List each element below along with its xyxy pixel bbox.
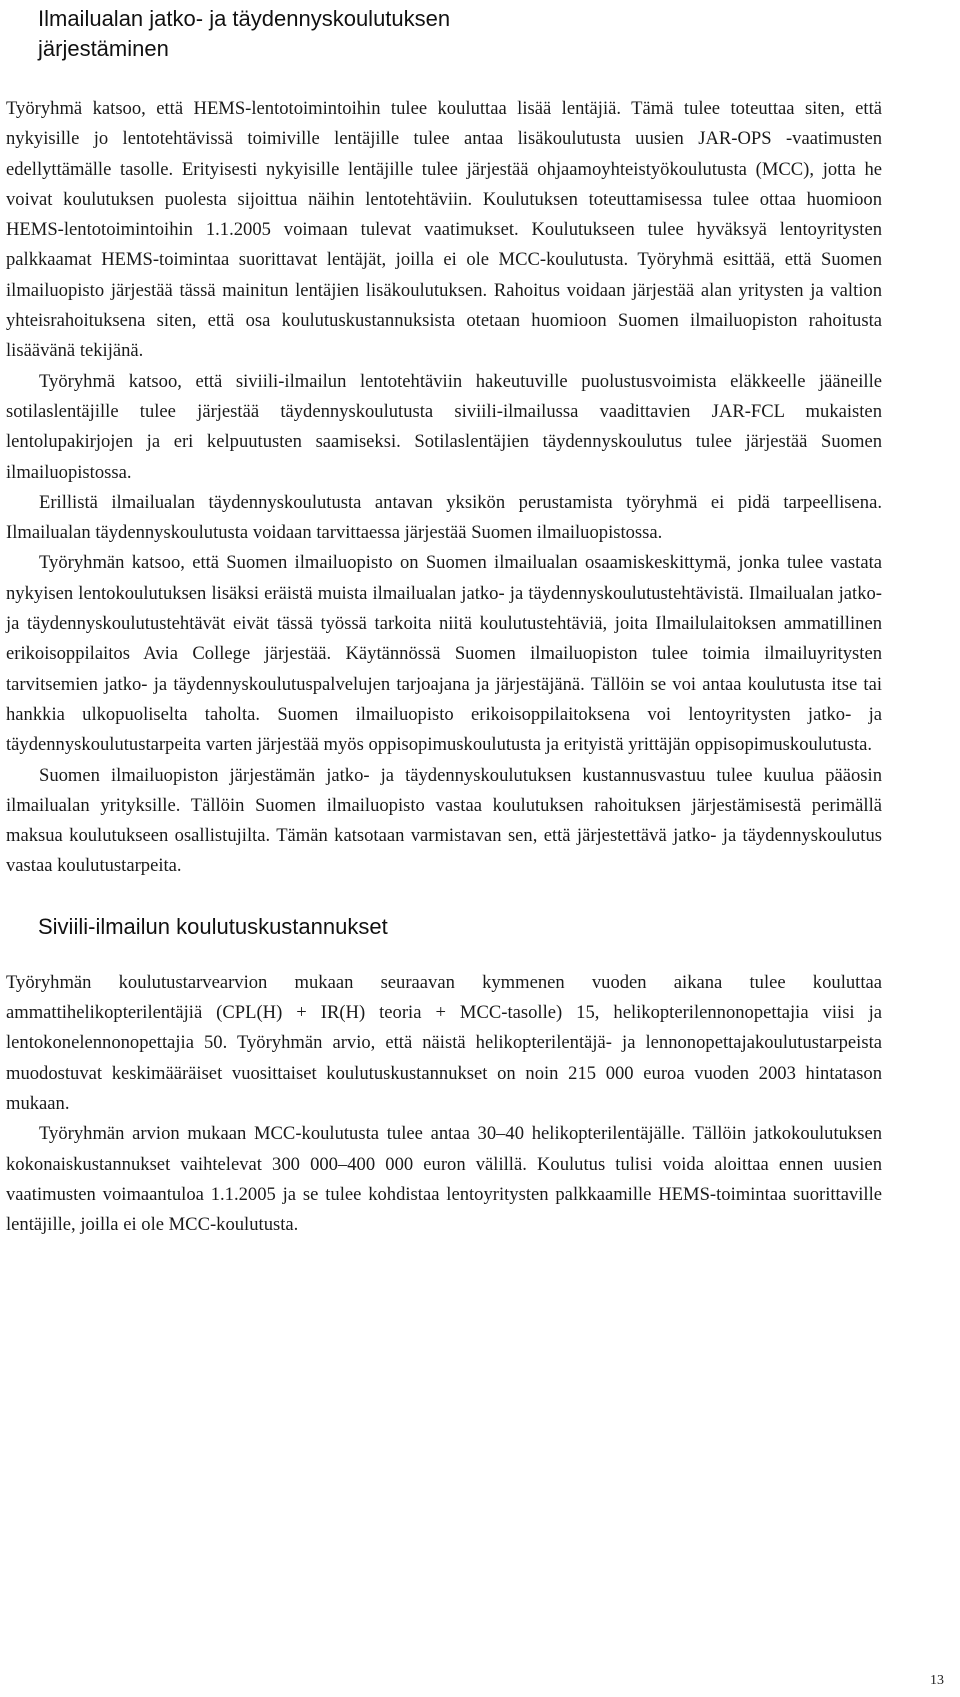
- body-paragraph: Työryhmän katsoo, että Suomen ilmailuopisto on Suomen ilmailualan osaamiskeskittymä, jonka tulee vastata nykyisen lentokoulutuksen lisäksi eräistä muista ilmailualan jatko- ja täydennyskoulutustehtävistä. Ilmailualan jatko- ja täydennyskoulutustehtävät eivät tässä työssä tarkoita niitä koulutustehtäviä, joita Ilmailulaitoksen ammatillinen erikoisoppilaitos Avia College järjestää. Käytännössä Suomen ilmailuopiston tulee toimia ilmailuyritysten tarvitsemien jatko- ja täydennyskoulutuspalvelujen tarjoajana ja järjestäjänä. Tällöin se voi antaa koulutusta itse tai hankkia ulkopuoliselta taholta. Suomen ilmailuopisto erikoisoppilaitoksena voi lentoyritysten jatko- ja täydennyskoulutustarpeita varten järjestää myös oppisopimuskoulutusta ja erityistä yrittäjän oppisopimuskoulutusta.: [6, 552, 882, 756]
- section-body-jatko-ja-taydennyskoulutus: [6, 94, 882, 882]
- body-paragraph: Työryhmän arvion mukaan MCC-koulutusta tulee antaa 30–40 helikopterilentäjälle. Tällöin jatkokoulutuksen kokonaiskustannukset vaihtelevat 300 000–400 000 euron välillä. Koulutus tulisi voida aloittaa ennen uusien vaatimusten voimaantuloa 1.1.2005 ja se tulee kohdistaa lentoyritysten palkkaamille HEMS-toimintaa suorittaville lentäjille, joilla ei ole MCC-koulutusta.: [6, 1123, 882, 1236]
- section-heading-koulutuskustannukset: Siviili-ilmailun koulutuskustannukset: [38, 913, 388, 939]
- page-number: 13: [930, 1673, 944, 1688]
- section-body-koulutuskustannukset: [6, 968, 882, 1241]
- body-paragraph: Erillistä ilmailualan täydennyskoulutusta antavan yksikön perustamista työryhmä ei pidä tarpeellisena. Ilmailualan täydennyskoulutusta voidaan tarvittaessa järjestää Suomen ilmailuopistossa.: [6, 491, 882, 544]
- document-page: [6, 0, 882, 1240]
- body-paragraph: Työryhmä katsoo, että siviili-ilmailun lentotehtäviin hakeutuville puolustusvoimista eläkkeelle jääneille sotilaslentäjille tulee järjestää täydennyskoulutusta siviili-ilmailussa vaadittavien JAR-FCL mukaisten lentolupakirjojen ja eri kelpuutusten saamiseksi. Sotilaslentäjien täydennyskoulutus tulee järjestää Suomen ilmailuopistossa.: [6, 370, 882, 483]
- body-paragraph: Suomen ilmailuopiston järjestämän jatko- ja täydennyskoulutuksen kustannusvastuu tulee kuulua pääosin ilmailualan yrityksille. Tällöin Suomen ilmailuopisto vastaa koulutuksen rahoituksen järjestämisestä perimällä maksua koulutukseen osallistujilta. Tämän katsotaan varmistavan sen, että järjestettävä jatko- ja täydennyskoulutus vastaa koulutustarpeita.: [6, 764, 882, 877]
- body-paragraph: Työryhmän koulutustarvearvion mukaan seuraavan kymmenen vuoden aikana tulee kouluttaa ammattihelikopterilentäjiä (CPL(H) + IR(H) teoria + MCC-tasolle) 15, helikopterilennonopettajia viisi ja lentokonelennonopettajia 50. Työryhmän arvio, että näistä helikopterilentäjä- ja lennonopettajakoulutustarpeista muodostuvat keskimääräiset vuosittaiset koulutuskustannukset on noin 215 000 euroa vuoden 2003 hintatason mukaan.: [6, 971, 882, 1114]
- section-heading-jatko-ja-taydennyskoulutus: Ilmailualan jatko- ja täydennyskoulutuksen järjestäminen: [38, 6, 451, 61]
- body-paragraph: Työryhmä katsoo, että HEMS-lentotoimintoihin tulee kouluttaa lisää lentäjiä. Tämä tulee toteuttaa siten, että nykyisille jo lentotehtävissä toimiville lentäjille tulee antaa lisäkoulutusta uusien JAR-OPS -vaatimusten edellyttämälle tasolle. Erityisesti nykyisille lentäjille tulee järjestää ohjaamoyhteistyökoulutusta (MCC), jotta he voivat koulutuksen puolesta sijoittua näihin lentotehtäviin. Koulutuksen toteuttamisessa tulee ottaa huomioon HEMS-lentotoimintoihin 1.1.2005 voimaan tulevat vaatimukset. Koulutukseen tulee hyväksyä lentoyritysten palkkaamat HEMS-toimintaa suorittavat lentäjät, joilla ei ole MCC-koulutusta. Työryhmä esittää, että Suomen ilmailuopisto järjestää tässä mainitun lentäjien lisäkoulutuksen. Rahoitus voidaan järjestää alan yritysten ja valtion yhteisrahoituksena siten, että osa koulutuskustannuksista otetaan huomioon Suomen ilmailuopiston rahoitusta lisäävänä tekijänä.: [6, 98, 882, 362]
